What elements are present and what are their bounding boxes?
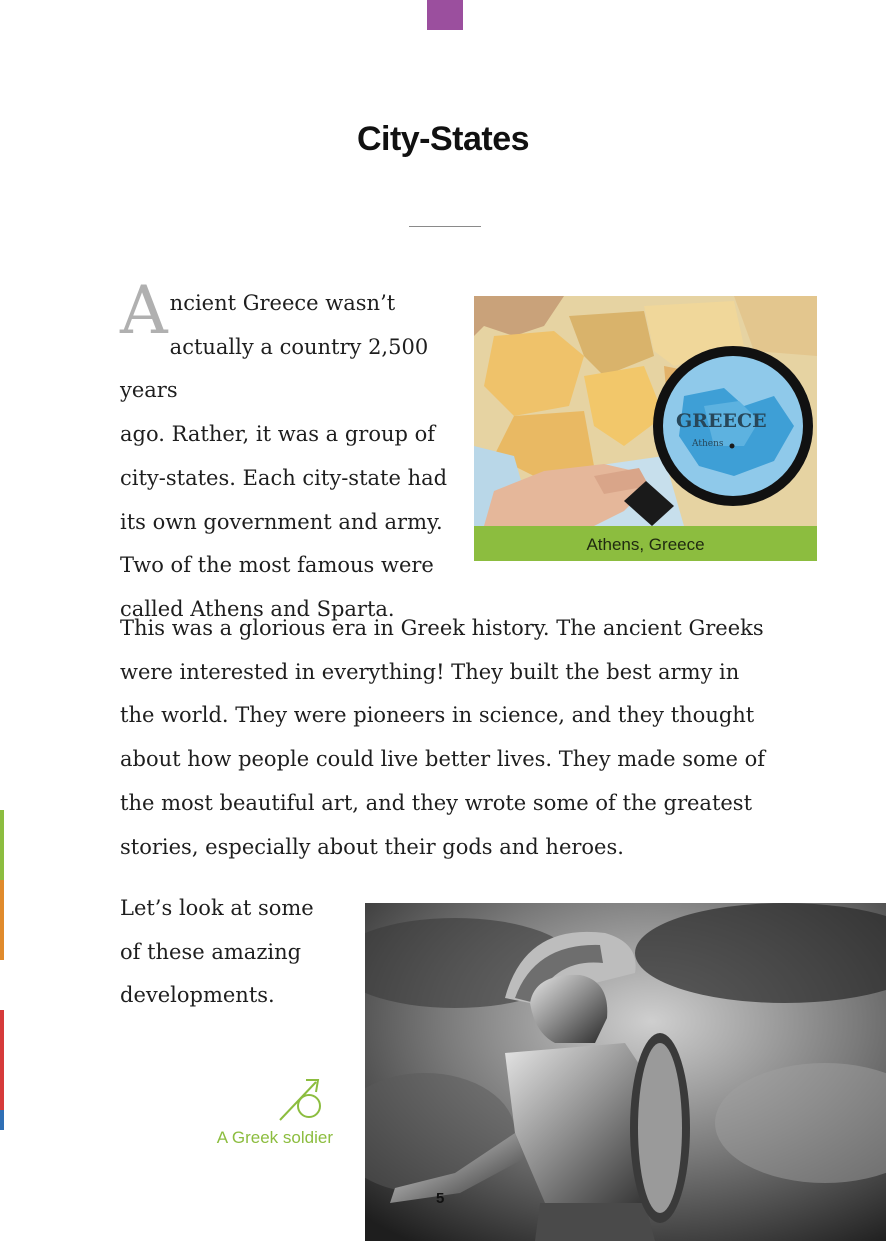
edge-strip-orange: [0, 880, 4, 960]
text-line: about how people could live better lives. They made some of: [120, 747, 766, 772]
text-line: called Athens and Sparta.: [120, 596, 395, 621]
text-line: the most beautiful art, and they wrote some of the greatest: [120, 790, 753, 815]
page-number: 5: [436, 1190, 445, 1207]
body-paragraph: [120, 607, 800, 869]
edge-strip-red: [0, 1010, 4, 1110]
text-line: ago. Rather, it was a group of: [120, 422, 436, 447]
title-divider: [409, 226, 481, 227]
text-line: were interested in everything! They built the best army in: [120, 659, 740, 684]
text-line: Two of the most famous were: [120, 553, 434, 578]
text-line: This was a glorious era in Greek history. The ancient Greeks: [120, 616, 764, 640]
page-title: City-States: [356, 120, 530, 158]
closing-paragraph: [120, 887, 355, 1018]
text-line: city-states. Each city-state had: [120, 465, 448, 490]
text-line: developments.: [120, 983, 275, 1008]
section-tab-marker: [427, 0, 463, 30]
intro-paragraph: [120, 272, 460, 632]
edge-strip-green: [0, 810, 4, 880]
map-country-label: GREECE: [676, 410, 767, 432]
text-line: ncient Greece wasn’t: [169, 291, 396, 315]
pointer-arrow-icon: [276, 1076, 328, 1124]
text-line: actually a country 2,500 years: [120, 334, 429, 403]
drop-cap: A: [120, 272, 168, 349]
text-line: stories, especially about their gods and heroes.: [120, 834, 624, 859]
text-line: Let’s look at some: [120, 896, 314, 920]
map-image: [474, 296, 817, 526]
text-line: the world. They were pioneers in science, and they thought: [120, 703, 755, 728]
text-line: of these amazing: [120, 939, 302, 964]
text-line: its own government and army.: [120, 509, 443, 534]
map-city-label: Athens: [692, 439, 724, 449]
soldier-caption: A Greek soldier: [216, 1128, 333, 1147]
map-figure: [474, 296, 817, 561]
map-caption: Athens, Greece: [474, 526, 817, 561]
edge-strip-blue: [0, 1110, 4, 1130]
